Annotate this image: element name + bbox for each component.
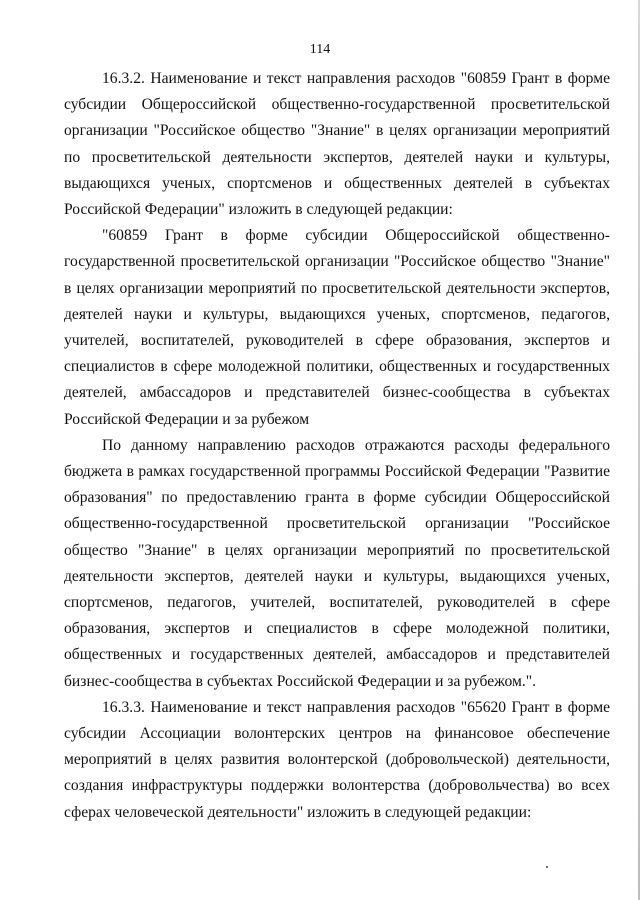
page-number: 114 xyxy=(309,42,331,57)
paragraph-16-3-2: 16.3.2. Наименование и текст направления расходов "60859 Грант в форме субсидии Общероссийской общественно-государственной просветительской организации "Российское общество "Знание" в целях организации мероприятий по просветительской деятельности экспертов, деятелей науки и культуры, выдающихся ученых, спортсменов и общественных деятелей в субъектах Российской Федерации" изложить в следующей редакции: xyxy=(64,70,610,219)
paragraph-16-3-3: 16.3.3. Наименование и текст направления расходов "65620 Грант в форме субсидии Ассоциации волонтерских центров на финансовое обеспечение мероприятий в целях развития волонтерской (добровольческой) деятельности, создания инфраструктуры поддержки волонтерства (добровольчества) во всех сферах человеческой деятельности" изложить в следующей редакции: xyxy=(64,698,610,821)
paragraph-60859-new-name: "60859 Грант в форме субсидии Общероссийской общественно-государственной просветительской организации "Российское общество "Знание" в целях организации мероприятий по просветительской деятельности экспертов, деятелей науки и культуры, выдающихся ученых, спортсменов, педагогов, учителей, воспитателей, руководителей в сфере образования, экспертов и специалистов в сфере молодежной политики, общественных и государственных деятелей, амбассадоров и представителей бизнес-сообщества в субъектах Российской Федерации и за рубежом xyxy=(64,227,610,428)
paragraph-60859-description: По данному направлению расходов отражаются расходы федерального бюджета в рамках государственной программы Российской Федерации "Развитие образования" по предоставлению гранта в форме субсидии Общероссийской общественно-государственной просветительской организации "Российское общество "Знание" в целях организации мероприятий по просветительской деятельности экспертов, деятелей науки и культуры, выдающихся ученых, спортсменов, педагогов, учителей, воспитателей, руководителей в сфере образования, экспертов и специалистов в сфере молодежной политики, общественных и государственных деятелей, амбассадоров и представителей бизнес-сообщества в субъектах Российской Федерации и за рубежом.". xyxy=(64,436,610,690)
scan-artifact-dot xyxy=(546,866,548,868)
document-body xyxy=(64,66,610,826)
